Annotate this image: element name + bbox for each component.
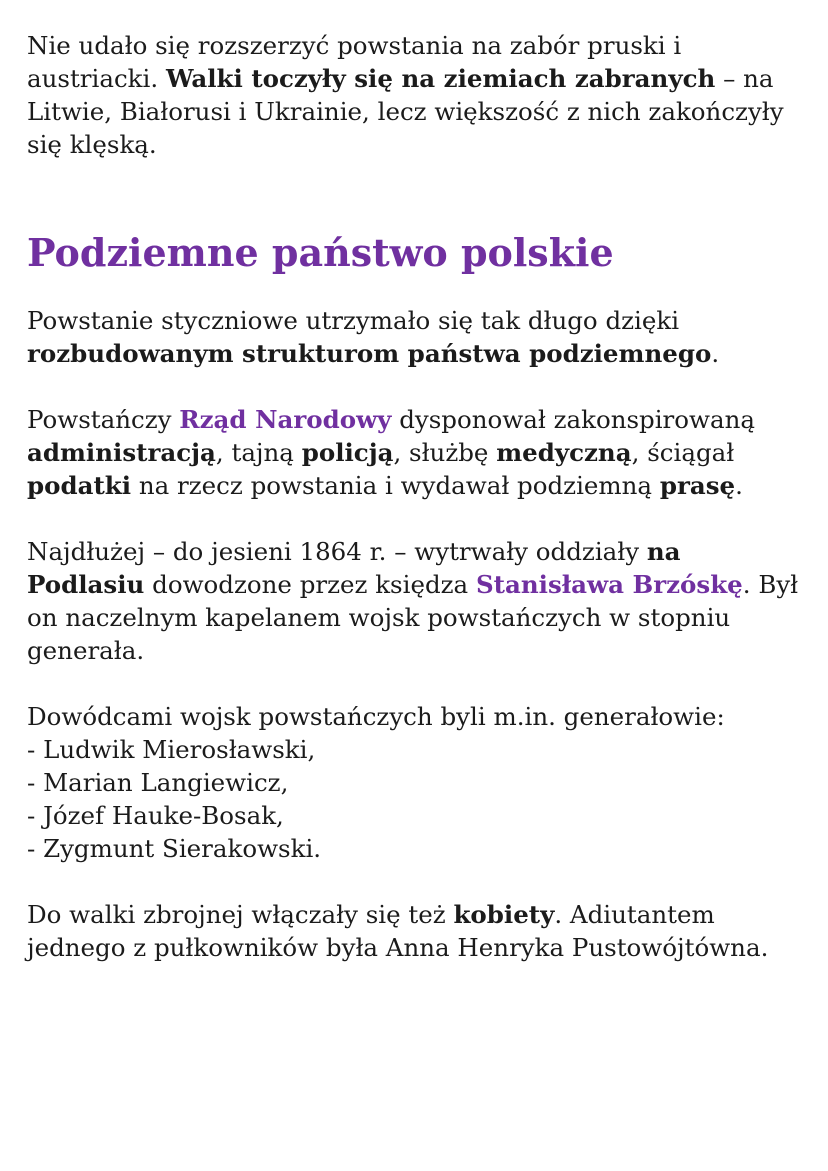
text-run: dowodzone przez księdza xyxy=(144,570,476,599)
section-heading: Podziemne państwo polskie xyxy=(27,230,614,275)
bold-text: kobiety xyxy=(453,900,555,929)
paragraph-uprising-scope xyxy=(27,29,802,161)
text-run: Do walki zbrojnej włączały się też xyxy=(27,900,454,929)
text-run: Powstanie styczniowe utrzymało się tak długo dzięki xyxy=(27,306,680,335)
text-run: Powstańczy xyxy=(27,405,180,434)
highlighted-term: Stanisława Brzóskę xyxy=(475,570,743,599)
text-run: , tajną xyxy=(215,438,302,467)
text-run: . xyxy=(735,471,743,500)
paragraph-national-government xyxy=(27,403,802,502)
text-run: Najdłużej – do jesieni 1864 r. – wytrwały oddziały xyxy=(27,537,647,566)
list-item: - Józef Hauke-Bosak, xyxy=(27,801,284,830)
text-run: na rzecz powstania i wydawał podziemną xyxy=(131,471,660,500)
paragraph-commanders-intro: Dowódcami wojsk powstańczych byli m.in. generałowie: xyxy=(27,702,725,731)
commanders-list xyxy=(27,733,802,865)
text-run: . Adiutantem jednego z pułkowników była Anna Henryka Pustowójtówna. xyxy=(27,900,769,962)
bold-text: prasę xyxy=(659,471,736,500)
text-run: . Był on naczelnym kapelanem wojsk powstańczych w stopniu generała. xyxy=(27,570,799,665)
bold-text: policją xyxy=(301,438,394,467)
text-run: – na Litwie, Białorusi i Ukrainie, lecz większość z nich zakończyły się klęską. xyxy=(27,64,784,159)
text-run: , służbę xyxy=(393,438,497,467)
paragraph-underground-state xyxy=(27,304,802,370)
paragraph-podlasie xyxy=(27,535,802,667)
bold-text: rozbudowanym strukturom państwa podziemnego xyxy=(27,339,712,368)
text-run: . xyxy=(711,339,720,368)
bold-text: na Podlasiu xyxy=(27,537,681,599)
text-run: dysponował zakonspirowaną xyxy=(391,405,755,434)
highlighted-term: Rząd Narodowy xyxy=(179,405,392,434)
bold-text: podatki xyxy=(27,471,132,500)
paragraph-women xyxy=(27,898,802,964)
bold-text: administracją xyxy=(27,438,216,467)
list-item: - Marian Langiewicz, xyxy=(27,768,289,797)
bold-text: Walki toczyły się na ziemiach zabranych xyxy=(165,64,716,93)
list-item: - Zygmunt Sierakowski. xyxy=(27,834,322,863)
list-item: - Ludwik Mierosławski, xyxy=(27,735,316,764)
text-run: Nie udało się rozszerzyć powstania na zabór pruski i austriacki. xyxy=(27,31,682,93)
bold-text: medyczną xyxy=(496,438,632,467)
text-run: , ściągał xyxy=(631,438,735,467)
document-page xyxy=(27,29,802,964)
